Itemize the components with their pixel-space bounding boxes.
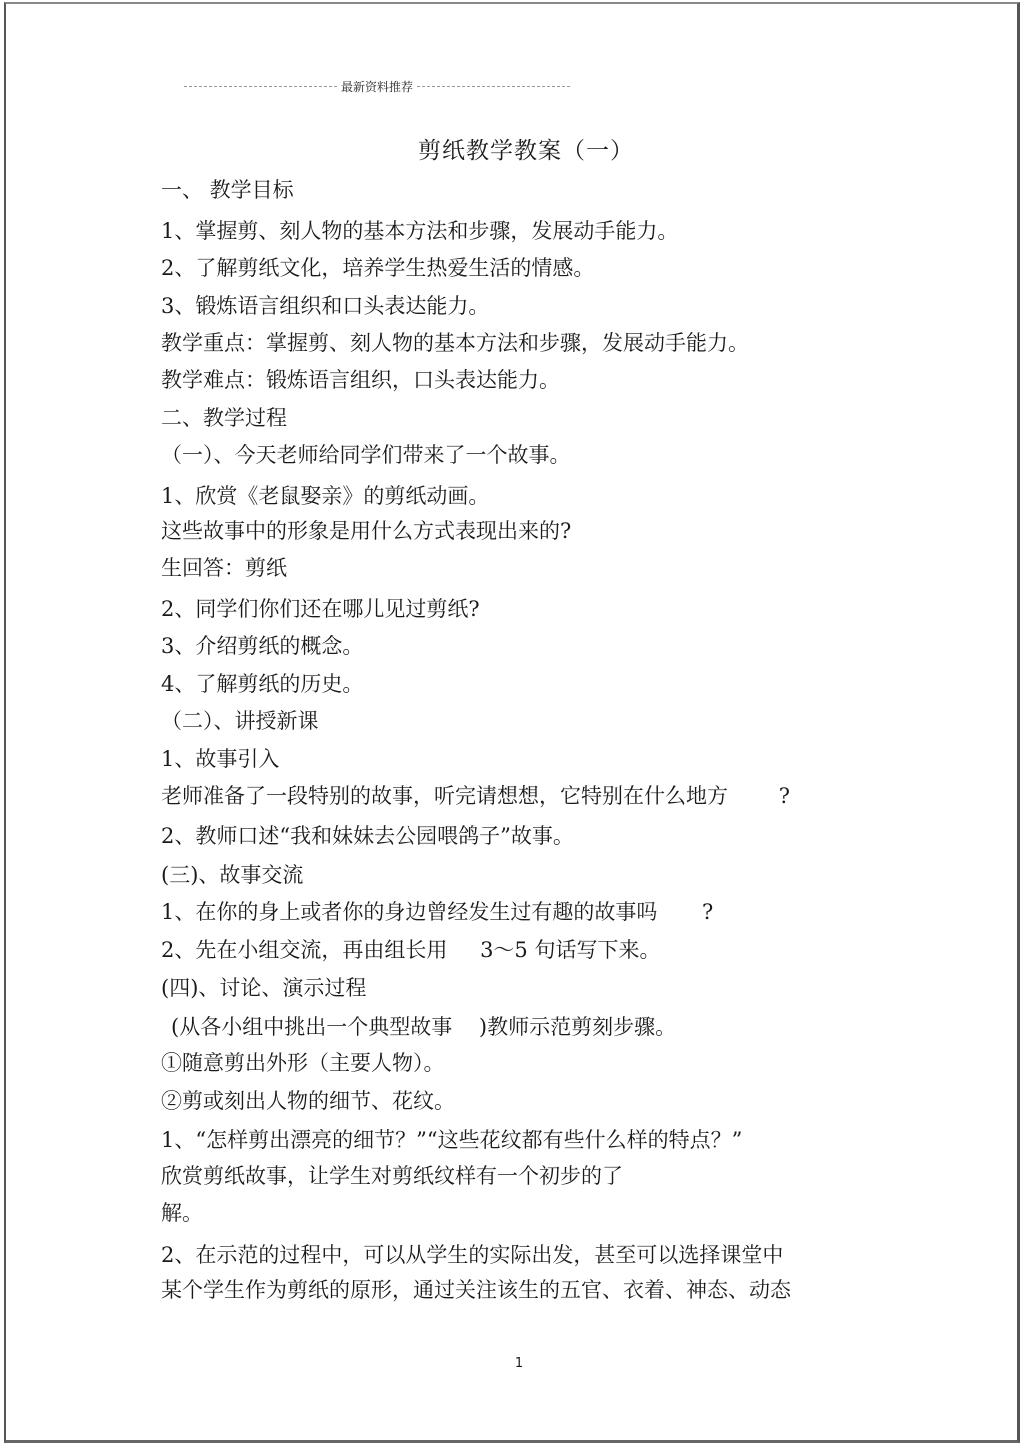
page-number: 1: [514, 1356, 524, 1371]
step-item: ②剪或刻出人物的细节、花纹。: [161, 1089, 455, 1113]
paragraph-line: 4、了解剪纸的历史。: [161, 672, 364, 696]
paragraph-line: 欣赏剪纸故事，让学生对剪纸纹样有一个初步的了: [161, 1164, 623, 1188]
paragraph-line: 生回答：剪纸: [161, 556, 287, 580]
line-tail: )教师示范剪刻步骤。: [478, 1015, 677, 1039]
paragraph-line: 1、欣赏《老鼠娶亲》的剪纸动画。: [161, 484, 490, 508]
paragraph-line: 2、教师口述“我和妹妹去公园喂鸽子”故事。: [161, 824, 574, 848]
line-text: 1、在你的身上或者你的身边曾经发生过有趣的故事吗: [161, 900, 658, 924]
section-heading-new-lesson: （二）、讲授新课: [161, 709, 319, 733]
line-tail: 3～5 句话写下来。: [480, 938, 661, 962]
paragraph-line: （一）、今天老师给同学们带来了一个故事。: [161, 443, 571, 467]
paragraph-line: 这些故事中的形象是用什么方式表现出来的?: [161, 519, 572, 543]
paragraph-line: 教学难点：锻炼语言组织，口头表达能力。: [161, 368, 560, 392]
paragraph-line: 3、锻炼语言组织和口头表达能力。: [161, 294, 490, 318]
paragraph-line: 2、同学们你们还在哪儿见过剪纸?: [161, 597, 480, 621]
header-rule-left: [184, 86, 337, 87]
step-item: ①随意剪出外形（主要人物）。: [161, 1051, 445, 1075]
paragraph-line: 1、故事引入: [161, 747, 280, 771]
question-mark: ?: [778, 784, 790, 808]
paragraph-line-split: [161, 936, 660, 964]
section-heading-goals: 一、 教学目标: [161, 178, 294, 202]
header-rule-right: [417, 86, 570, 87]
paragraph-line-split: [171, 1013, 676, 1041]
paragraph-line: 1、掌握剪、刻人物的基本方法和步骤，发展动手能力。: [161, 219, 679, 243]
section-heading-discussion: (四)、讨论、演示过程: [161, 976, 367, 1000]
paragraph-line: 1、“怎样剪出漂亮的细节？”“这些花纹都有些什么样的特点？”: [161, 1128, 743, 1152]
paragraph-line: 解。: [161, 1201, 203, 1225]
paragraph-line-with-question: [161, 782, 790, 810]
question-mark: ?: [702, 900, 714, 924]
paragraph-line: 2、了解剪纸文化，培养学生热爱生活的情感。: [161, 256, 595, 280]
line-text: 2、先在小组交流，再由组长用: [161, 938, 448, 962]
line-text: (从各小组中挑出一个典型故事: [171, 1015, 453, 1039]
paragraph-line-with-question: [161, 898, 713, 926]
document-page: [4, 2, 1020, 1443]
paragraph-line: 某个学生作为剪纸的原形，通过关注该生的五官、衣着、神态、动态: [161, 1278, 791, 1302]
paragraph-line: 教学重点：掌握剪、刻人物的基本方法和步骤，发展动手能力。: [161, 331, 749, 355]
line-text: 老师准备了一段特别的故事，听完请想想，它特别在什么地方: [161, 784, 728, 808]
page-header: [184, 76, 570, 96]
section-heading-exchange: (三)、故事交流: [161, 863, 304, 887]
header-label: 最新资料推荐: [341, 79, 414, 94]
section-heading-process: 二、教学过程: [161, 406, 287, 430]
paragraph-line: 2、在示范的过程中，可以从学生的实际出发，甚至可以选择课堂中: [161, 1243, 784, 1267]
paragraph-line: 3、介绍剪纸的概念。: [161, 634, 364, 658]
document-title: 剪纸教学教案（一）: [418, 138, 634, 164]
